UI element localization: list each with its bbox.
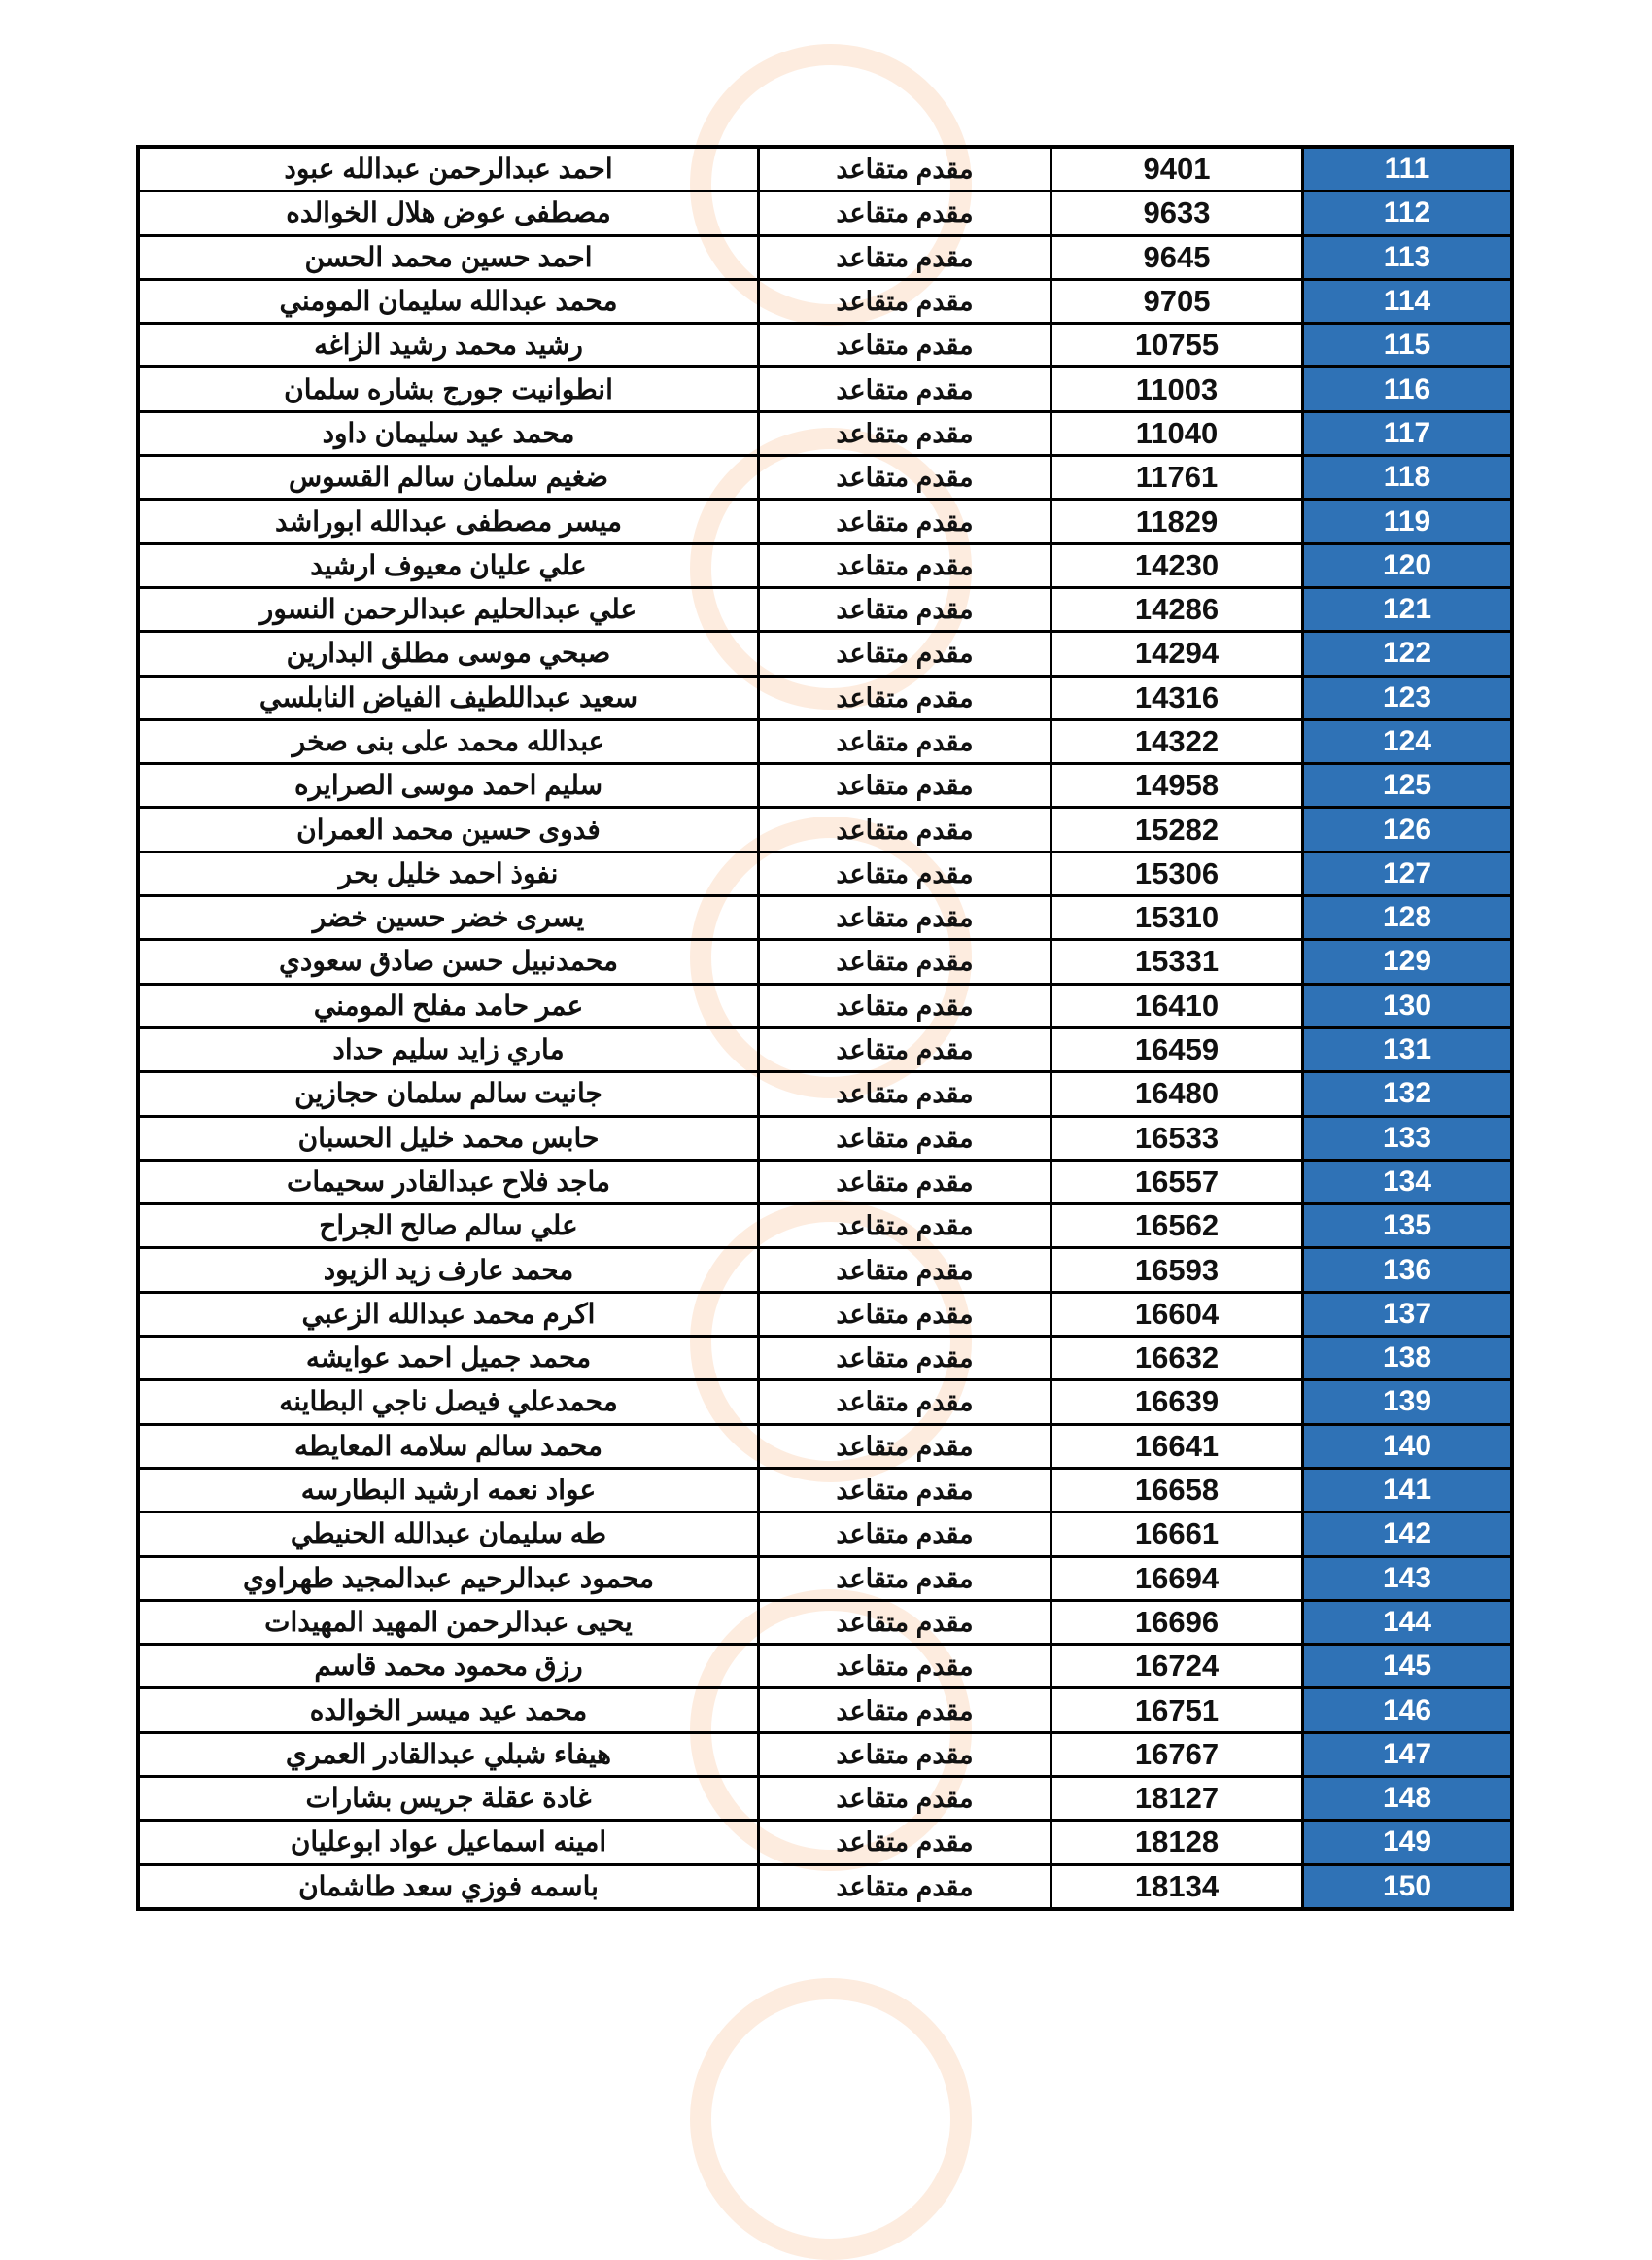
full-name-cell: امينه اسماعيل عواد ابوعليان xyxy=(138,1821,759,1864)
military-number-cell: 9645 xyxy=(1051,235,1303,279)
row-index-cell: 135 xyxy=(1303,1204,1513,1248)
rank-cell: مقدم متقاعد xyxy=(759,411,1051,455)
table-row xyxy=(138,279,1512,323)
table-row xyxy=(138,587,1512,631)
rank-cell: مقدم متقاعد xyxy=(759,1160,1051,1203)
row-index-cell: 144 xyxy=(1303,1600,1513,1644)
row-index-cell: 118 xyxy=(1303,456,1513,500)
full-name-cell: احمد عبدالرحمن عبدالله عبود xyxy=(138,147,759,191)
military-number-cell: 11829 xyxy=(1051,500,1303,543)
military-number-cell: 16751 xyxy=(1051,1688,1303,1732)
military-number-cell: 16658 xyxy=(1051,1468,1303,1512)
full-name-cell: ضغيم سلمان سالم القسوس xyxy=(138,456,759,500)
rank-cell: مقدم متقاعد xyxy=(759,632,1051,676)
row-index-cell: 115 xyxy=(1303,324,1513,367)
military-number-cell: 16533 xyxy=(1051,1116,1303,1160)
rank-cell: مقدم متقاعد xyxy=(759,808,1051,852)
rank-cell: مقدم متقاعد xyxy=(759,676,1051,719)
table-row xyxy=(138,764,1512,808)
military-number-cell: 9401 xyxy=(1051,147,1303,191)
table-row xyxy=(138,676,1512,719)
rank-cell: مقدم متقاعد xyxy=(759,1337,1051,1380)
rank-cell: مقدم متقاعد xyxy=(759,324,1051,367)
full-name-cell: محمد سالم سلامه المعايطه xyxy=(138,1424,759,1468)
rank-cell: مقدم متقاعد xyxy=(759,1688,1051,1732)
full-name-cell: محمدنبيل حسن صادق سعودي xyxy=(138,940,759,984)
military-number-cell: 16410 xyxy=(1051,984,1303,1027)
military-number-cell: 15331 xyxy=(1051,940,1303,984)
table-row xyxy=(138,1776,1512,1820)
row-index-cell: 139 xyxy=(1303,1380,1513,1424)
row-index-cell: 132 xyxy=(1303,1072,1513,1116)
full-name-cell: محمد عبدالله سليمان المومني xyxy=(138,279,759,323)
rank-cell: مقدم متقاعد xyxy=(759,1645,1051,1688)
military-number-cell: 18128 xyxy=(1051,1821,1303,1864)
table-row xyxy=(138,1292,1512,1336)
table-row xyxy=(138,1512,1512,1556)
military-number-cell: 16562 xyxy=(1051,1204,1303,1248)
full-name-cell: محمدعلي فيصل ناجي البطاينه xyxy=(138,1380,759,1424)
rank-cell: مقدم متقاعد xyxy=(759,719,1051,763)
full-name-cell: انطوانيت جورج بشاره سلمان xyxy=(138,367,759,411)
military-number-cell: 16632 xyxy=(1051,1337,1303,1380)
military-number-cell: 15310 xyxy=(1051,896,1303,940)
table-row xyxy=(138,1337,1512,1380)
military-number-cell: 15282 xyxy=(1051,808,1303,852)
row-index-cell: 116 xyxy=(1303,367,1513,411)
retirees-table xyxy=(136,145,1514,1911)
full-name-cell: علي عبدالحليم عبدالرحمن النسور xyxy=(138,587,759,631)
full-name-cell: نفوذ احمد خليل بحر xyxy=(138,852,759,895)
military-number-cell: 16661 xyxy=(1051,1512,1303,1556)
row-index-cell: 126 xyxy=(1303,808,1513,852)
full-name-cell: اكرم محمد عبدالله الزعبي xyxy=(138,1292,759,1336)
rank-cell: مقدم متقاعد xyxy=(759,852,1051,895)
table-row xyxy=(138,500,1512,543)
table-row xyxy=(138,1424,1512,1468)
rank-cell: مقدم متقاعد xyxy=(759,587,1051,631)
row-index-cell: 137 xyxy=(1303,1292,1513,1336)
row-index-cell: 136 xyxy=(1303,1248,1513,1292)
row-index-cell: 120 xyxy=(1303,543,1513,587)
table-row xyxy=(138,852,1512,895)
row-index-cell: 149 xyxy=(1303,1821,1513,1864)
military-number-cell: 18134 xyxy=(1051,1864,1303,1909)
row-index-cell: 138 xyxy=(1303,1337,1513,1380)
military-number-cell: 9633 xyxy=(1051,191,1303,235)
row-index-cell: 114 xyxy=(1303,279,1513,323)
rank-cell: مقدم متقاعد xyxy=(759,1424,1051,1468)
rank-cell: مقدم متقاعد xyxy=(759,1821,1051,1864)
military-number-cell: 11761 xyxy=(1051,456,1303,500)
full-name-cell: احمد حسين محمد الحسن xyxy=(138,235,759,279)
rank-cell: مقدم متقاعد xyxy=(759,1600,1051,1644)
row-index-cell: 125 xyxy=(1303,764,1513,808)
rank-cell: مقدم متقاعد xyxy=(759,1468,1051,1512)
military-number-cell: 16557 xyxy=(1051,1160,1303,1203)
table-row xyxy=(138,1204,1512,1248)
full-name-cell: جانيت سالم سلمان حجازين xyxy=(138,1072,759,1116)
rank-cell: مقدم متقاعد xyxy=(759,147,1051,191)
rank-cell: مقدم متقاعد xyxy=(759,235,1051,279)
military-number-cell: 10755 xyxy=(1051,324,1303,367)
full-name-cell: طه سليمان عبدالله الحنيطي xyxy=(138,1512,759,1556)
full-name-cell: رشيد محمد رشيد الزاغه xyxy=(138,324,759,367)
table-row xyxy=(138,411,1512,455)
full-name-cell: مصطفى عوض هلال الخوالده xyxy=(138,191,759,235)
full-name-cell: سعيد عبداللطيف الفياض النابلسي xyxy=(138,676,759,719)
table-row xyxy=(138,1072,1512,1116)
rank-cell: مقدم متقاعد xyxy=(759,1732,1051,1776)
military-number-cell: 16696 xyxy=(1051,1600,1303,1644)
table-row xyxy=(138,1556,1512,1600)
full-name-cell: ماجد فلاح عبدالقادر سحيمات xyxy=(138,1160,759,1203)
row-index-cell: 147 xyxy=(1303,1732,1513,1776)
table-row xyxy=(138,1688,1512,1732)
table-row xyxy=(138,235,1512,279)
row-index-cell: 140 xyxy=(1303,1424,1513,1468)
row-index-cell: 146 xyxy=(1303,1688,1513,1732)
table-row xyxy=(138,1821,1512,1864)
military-number-cell: 14294 xyxy=(1051,632,1303,676)
full-name-cell: غادة عقلة جريس بشارات xyxy=(138,1776,759,1820)
row-index-cell: 123 xyxy=(1303,676,1513,719)
row-index-cell: 133 xyxy=(1303,1116,1513,1160)
military-number-cell: 16694 xyxy=(1051,1556,1303,1600)
rank-cell: مقدم متقاعد xyxy=(759,1776,1051,1820)
table-row xyxy=(138,543,1512,587)
full-name-cell: ماري زايد سليم حداد xyxy=(138,1027,759,1071)
row-index-cell: 150 xyxy=(1303,1864,1513,1909)
rank-cell: مقدم متقاعد xyxy=(759,279,1051,323)
table-row xyxy=(138,940,1512,984)
table-row xyxy=(138,324,1512,367)
full-name-cell: علي عليان معيوف ارشيد xyxy=(138,543,759,587)
full-name-cell: محمد جميل احمد عوايشه xyxy=(138,1337,759,1380)
military-number-cell: 16480 xyxy=(1051,1072,1303,1116)
rank-cell: مقدم متقاعد xyxy=(759,1204,1051,1248)
full-name-cell: هيفاء شبلي عبدالقادر العمري xyxy=(138,1732,759,1776)
table-row xyxy=(138,1160,1512,1203)
row-index-cell: 129 xyxy=(1303,940,1513,984)
full-name-cell: حابس محمد خليل الحسبان xyxy=(138,1116,759,1160)
military-number-cell: 15306 xyxy=(1051,852,1303,895)
military-number-cell: 11040 xyxy=(1051,411,1303,455)
table-row xyxy=(138,456,1512,500)
row-index-cell: 142 xyxy=(1303,1512,1513,1556)
rank-cell: مقدم متقاعد xyxy=(759,1116,1051,1160)
full-name-cell: يحيى عبدالرحمن المهيد المهيدات xyxy=(138,1600,759,1644)
rank-cell: مقدم متقاعد xyxy=(759,543,1051,587)
table-row xyxy=(138,1468,1512,1512)
rank-cell: مقدم متقاعد xyxy=(759,191,1051,235)
rank-cell: مقدم متقاعد xyxy=(759,367,1051,411)
military-number-cell: 9705 xyxy=(1051,279,1303,323)
table-row xyxy=(138,1864,1512,1909)
full-name-cell: رزق محمود محمد قاسم xyxy=(138,1645,759,1688)
table-row xyxy=(138,632,1512,676)
rank-cell: مقدم متقاعد xyxy=(759,500,1051,543)
rank-cell: مقدم متقاعد xyxy=(759,1556,1051,1600)
table-row xyxy=(138,1645,1512,1688)
full-name-cell: ميسر مصطفى عبدالله ابوراشد xyxy=(138,500,759,543)
table-row xyxy=(138,896,1512,940)
table-row xyxy=(138,1380,1512,1424)
military-number-cell: 16593 xyxy=(1051,1248,1303,1292)
table-row xyxy=(138,1248,1512,1292)
table-row xyxy=(138,367,1512,411)
military-number-cell: 11003 xyxy=(1051,367,1303,411)
row-index-cell: 127 xyxy=(1303,852,1513,895)
row-index-cell: 121 xyxy=(1303,587,1513,631)
rank-cell: مقدم متقاعد xyxy=(759,1512,1051,1556)
rank-cell: مقدم متقاعد xyxy=(759,1027,1051,1071)
full-name-cell: عبدالله محمد على بنى صخر xyxy=(138,719,759,763)
full-name-cell: فدوى حسين محمد العمران xyxy=(138,808,759,852)
rank-cell: مقدم متقاعد xyxy=(759,1864,1051,1909)
full-name-cell: عواد نعمه ارشيد البطارسه xyxy=(138,1468,759,1512)
table-row xyxy=(138,808,1512,852)
table-row xyxy=(138,984,1512,1027)
row-index-cell: 113 xyxy=(1303,235,1513,279)
table-row xyxy=(138,1116,1512,1160)
table-row xyxy=(138,1600,1512,1644)
table-row xyxy=(138,719,1512,763)
full-name-cell: عمر حامد مفلح المومني xyxy=(138,984,759,1027)
full-name-cell: محمد عيد سليمان داود xyxy=(138,411,759,455)
military-number-cell: 16459 xyxy=(1051,1027,1303,1071)
rank-cell: مقدم متقاعد xyxy=(759,896,1051,940)
military-number-cell: 16767 xyxy=(1051,1732,1303,1776)
military-number-cell: 16724 xyxy=(1051,1645,1303,1688)
rank-cell: مقدم متقاعد xyxy=(759,984,1051,1027)
row-index-cell: 134 xyxy=(1303,1160,1513,1203)
row-index-cell: 130 xyxy=(1303,984,1513,1027)
full-name-cell: محمد عارف زيد الزيود xyxy=(138,1248,759,1292)
full-name-cell: صبحي موسى مطلق البدارين xyxy=(138,632,759,676)
military-number-cell: 14316 xyxy=(1051,676,1303,719)
row-index-cell: 141 xyxy=(1303,1468,1513,1512)
full-name-cell: يسرى خضر حسين خضر xyxy=(138,896,759,940)
full-name-cell: سليم احمد موسى الصرايره xyxy=(138,764,759,808)
rank-cell: مقدم متقاعد xyxy=(759,940,1051,984)
row-index-cell: 143 xyxy=(1303,1556,1513,1600)
military-number-cell: 14286 xyxy=(1051,587,1303,631)
row-index-cell: 117 xyxy=(1303,411,1513,455)
rank-cell: مقدم متقاعد xyxy=(759,1072,1051,1116)
military-number-cell: 16604 xyxy=(1051,1292,1303,1336)
military-number-cell: 18127 xyxy=(1051,1776,1303,1820)
military-number-cell: 16641 xyxy=(1051,1424,1303,1468)
table-row xyxy=(138,191,1512,235)
row-index-cell: 122 xyxy=(1303,632,1513,676)
full-name-cell: محمد عيد ميسر الخوالده xyxy=(138,1688,759,1732)
military-number-cell: 14230 xyxy=(1051,543,1303,587)
military-number-cell: 14958 xyxy=(1051,764,1303,808)
watermark-logo xyxy=(690,1978,972,2260)
row-index-cell: 119 xyxy=(1303,500,1513,543)
rank-cell: مقدم متقاعد xyxy=(759,1380,1051,1424)
row-index-cell: 145 xyxy=(1303,1645,1513,1688)
full-name-cell: محمود عبدالرحيم عبدالمجيد طهراوي xyxy=(138,1556,759,1600)
row-index-cell: 128 xyxy=(1303,896,1513,940)
table-row xyxy=(138,147,1512,191)
military-number-cell: 16639 xyxy=(1051,1380,1303,1424)
rank-cell: مقدم متقاعد xyxy=(759,1248,1051,1292)
row-index-cell: 112 xyxy=(1303,191,1513,235)
row-index-cell: 131 xyxy=(1303,1027,1513,1071)
full-name-cell: علي سالم صالح الجراح xyxy=(138,1204,759,1248)
rank-cell: مقدم متقاعد xyxy=(759,456,1051,500)
full-name-cell: باسمه فوزي سعد طاشمان xyxy=(138,1864,759,1909)
military-number-cell: 14322 xyxy=(1051,719,1303,763)
row-index-cell: 124 xyxy=(1303,719,1513,763)
rank-cell: مقدم متقاعد xyxy=(759,1292,1051,1336)
row-index-cell: 148 xyxy=(1303,1776,1513,1820)
row-index-cell: 111 xyxy=(1303,147,1513,191)
table-row xyxy=(138,1732,1512,1776)
rank-cell: مقدم متقاعد xyxy=(759,764,1051,808)
table-row xyxy=(138,1027,1512,1071)
